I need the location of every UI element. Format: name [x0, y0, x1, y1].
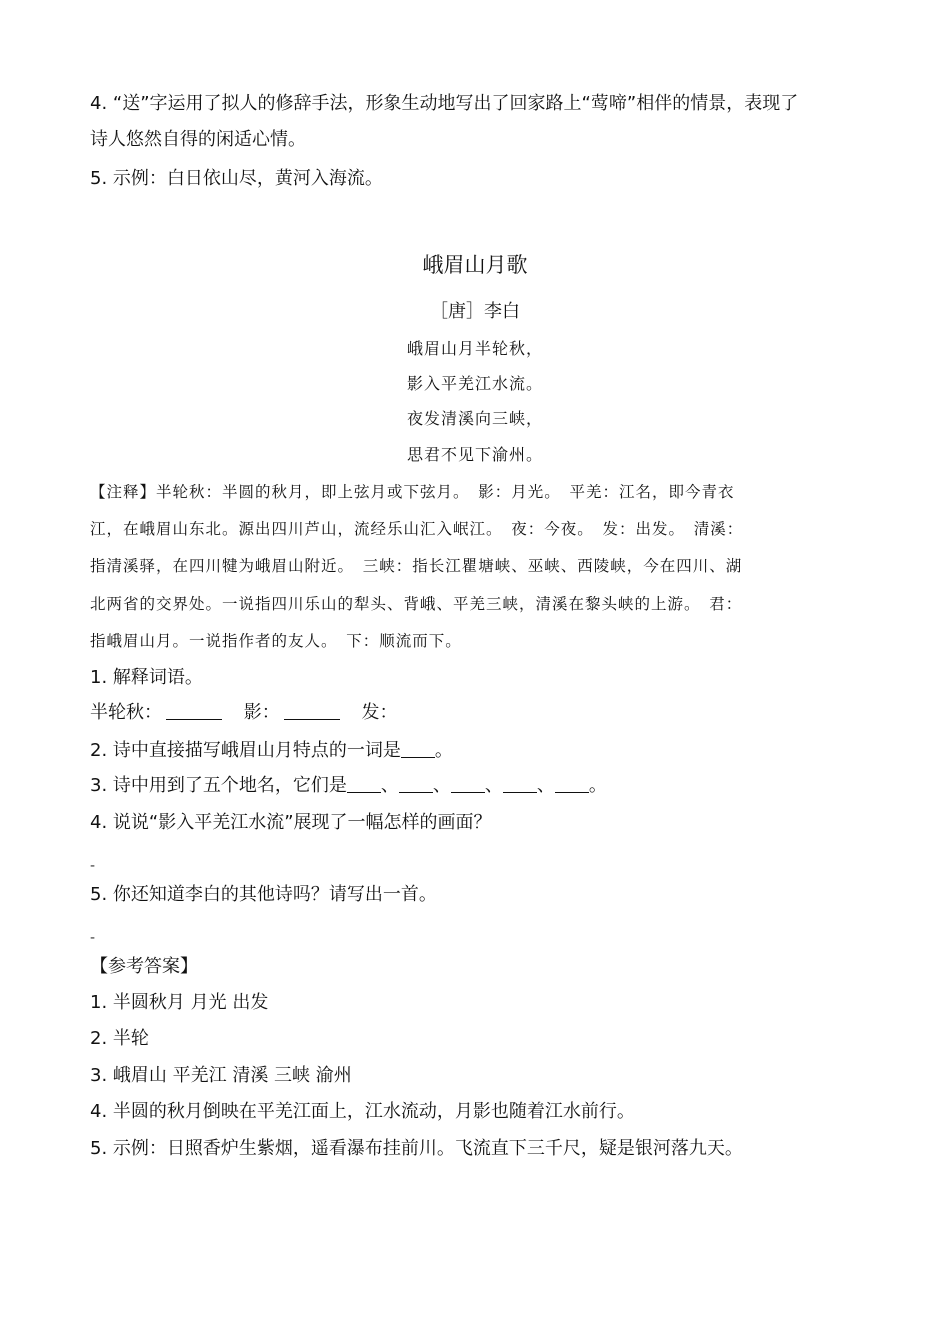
answer-item: 1. 半圆秋月 月光 出发 — [90, 992, 269, 1013]
question-3 — [90, 774, 607, 798]
term-label: 影： — [243, 702, 280, 723]
note-line: 北两省的交界处。一说指四川乐山的犁头、背峨、平羌三峡，清溪在黎头峡的上游。 君： — [90, 595, 743, 613]
poem-author: ［唐］李白 — [430, 301, 520, 322]
answer-blank[interactable] — [347, 774, 381, 793]
question-4: 4. 说说“影入平羌江水流”展现了一幅怎样的画面？ — [90, 812, 492, 833]
answer-item: 4. 半圆的秋月倒映在平羌江面上，江水流动，月影也随着江水前行。 — [90, 1101, 635, 1122]
answer-item: 3. 峨眉山 平羌江 清溪 三峡 渝州 — [90, 1065, 352, 1086]
answer-item: 5. 示例：日照香炉生紫烟，遥看瀑布挂前川。飞流直下三千尺，疑是银河落九天。 — [90, 1138, 743, 1159]
answer-blank[interactable] — [399, 774, 433, 793]
question-5: 5. 你还知道李白的其他诗吗？请写出一首。 — [90, 884, 437, 905]
answer-blank[interactable] — [451, 774, 485, 793]
poem-line: 夜发清溪向三峡， — [406, 409, 543, 428]
question-2 — [90, 739, 453, 763]
separator: 、 — [380, 775, 399, 796]
separator: 、 — [484, 775, 503, 796]
answer-blank[interactable] — [503, 774, 537, 793]
question-2-text: 2. 诗中直接描写峨眉山月特点的一词是 — [90, 740, 401, 761]
note-line: 指清溪驿，在四川犍为峨眉山附近。 三峡：指长江瞿塘峡、巫峡、西陵峡，今在四川、湖 — [90, 557, 743, 575]
answer-blank[interactable] — [166, 701, 222, 720]
answer-space-dash: - — [90, 930, 96, 946]
question-1-terms — [90, 701, 397, 725]
poem-title: 峨眉山月歌 — [422, 253, 528, 277]
prev-answer-4-line1: 4. “送”字运用了拟人的修辞手法，形象生动地写出了回家路上“莺啼”相伴的情景，表现了 — [90, 93, 799, 114]
poem-line: 思君不见下渝州。 — [406, 445, 543, 464]
term-label: 半轮秋： — [90, 702, 162, 723]
answer-item: 2. 半轮 — [90, 1028, 149, 1049]
note-line: 指峨眉山月。一说指作者的友人。 下：顺流而下。 — [90, 632, 462, 650]
question-3-text: 3. 诗中用到了五个地名，它们是 — [90, 775, 347, 796]
poem-line: 影入平羌江水流。 — [406, 374, 543, 393]
answer-space-dash: - — [90, 858, 96, 874]
prev-answer-4-line2: 诗人悠然自得的闲适心情。 — [90, 129, 306, 150]
prev-answer-5: 5. 示例：白日依山尽，黄河入海流。 — [90, 168, 383, 189]
answer-blank[interactable] — [401, 739, 435, 758]
answer-blank[interactable] — [555, 774, 589, 793]
separator: 、 — [536, 775, 555, 796]
punctuation: 。 — [434, 740, 453, 761]
separator: 、 — [432, 775, 451, 796]
question-1: 1. 解释词语。 — [90, 667, 203, 688]
punctuation: 。 — [588, 775, 607, 796]
note-line: 江，在峨眉山东北。源出四川芦山，流经乐山汇入岷江。 夜：今夜。 发：出发。 清溪： — [90, 520, 744, 538]
answer-blank[interactable] — [284, 701, 340, 720]
note-line: 【注释】半轮秋：半圆的秋月，即上弦月或下弦月。 影：月光。 平羌：江名，即今青衣 — [90, 483, 735, 501]
term-label: 发： — [361, 702, 398, 723]
answers-heading: 【参考答案】 — [90, 956, 198, 977]
poem-line: 峨眉山月半轮秋， — [406, 339, 543, 358]
